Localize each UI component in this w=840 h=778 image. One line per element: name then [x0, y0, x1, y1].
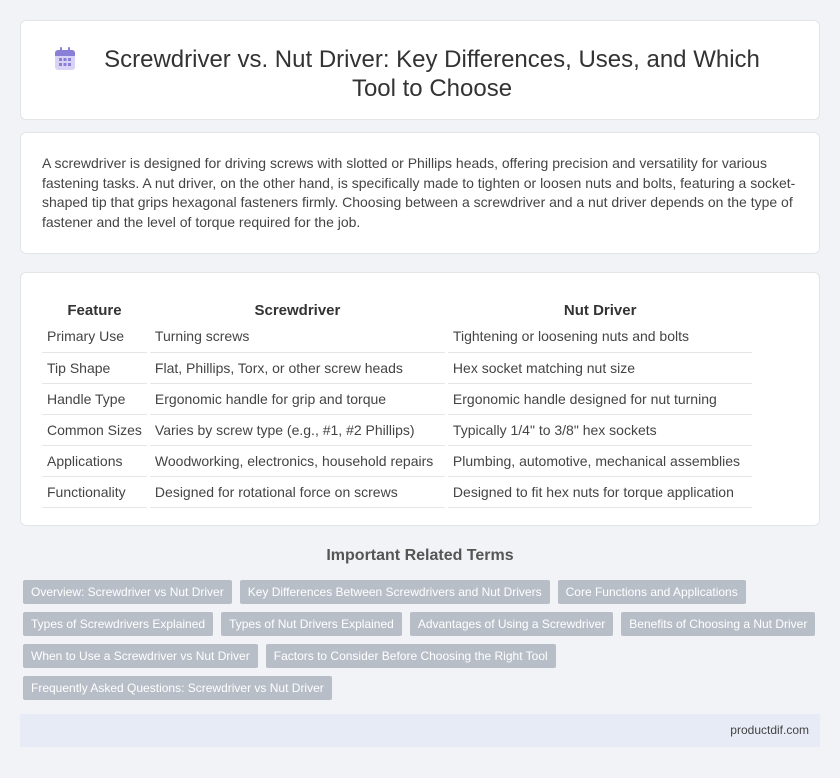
related-term-link[interactable]: Types of Nut Drivers Explained	[221, 612, 402, 636]
intro-card	[20, 132, 820, 254]
header-feature: Feature	[67, 302, 122, 319]
table-header-row	[42, 294, 752, 321]
table-row	[42, 414, 752, 445]
related-term-link[interactable]: Types of Screwdrivers Explained	[23, 612, 213, 636]
table-row	[42, 321, 752, 352]
related-term-link[interactable]: Frequently Asked Questions: Screwdriver vs Nut Driver	[23, 676, 332, 700]
tag-row	[23, 676, 823, 700]
related-terms-list	[23, 580, 823, 708]
feature-cell: Handle Type	[42, 383, 148, 414]
nut-driver-cell: Designed to fit hex nuts for torque application	[446, 476, 752, 507]
screwdriver-cell: Woodworking, electronics, household repairs	[148, 445, 446, 476]
related-term-link[interactable]: Advantages of Using a Screwdriver	[410, 612, 613, 636]
related-term-link[interactable]: Key Differences Between Screwdrivers and Nut Drivers	[240, 580, 550, 604]
intro-paragraph: A screwdriver is designed for driving screws with slotted or Phillips heads, offering precision and versatility for various fastening tasks. A nut driver, on the other hand, is specifically made to tighten or loosen nuts and bolts, featuring a socket-shaped tip that grips hexagonal fasteners firmly. Choosing between a screwdriver and a nut driver depends on the type of fastener and the level of torque required for the job.	[42, 155, 796, 230]
feature-cell: Tip Shape	[42, 352, 148, 383]
table-row	[42, 383, 752, 414]
title-card	[20, 20, 820, 120]
nut-driver-cell: Typically 1/4" to 3/8" hex sockets	[446, 414, 752, 445]
nut-driver-cell: Hex socket matching nut size	[446, 352, 752, 383]
screwdriver-cell: Designed for rotational force on screws	[148, 476, 446, 507]
footer-site-name: productdif.com	[730, 723, 809, 737]
related-term-link[interactable]: When to Use a Screwdriver vs Nut Driver	[23, 644, 258, 668]
tag-row	[23, 612, 823, 636]
comparison-table	[42, 294, 752, 508]
screwdriver-cell: Ergonomic handle for grip and torque	[148, 383, 446, 414]
table-row	[42, 476, 752, 507]
feature-cell: Common Sizes	[42, 414, 148, 445]
table-row	[42, 352, 752, 383]
nut-driver-cell: Ergonomic handle designed for nut turning	[446, 383, 752, 414]
related-term-link[interactable]: Overview: Screwdriver vs Nut Driver	[23, 580, 232, 604]
feature-cell: Functionality	[42, 476, 148, 507]
related-term-link[interactable]: Core Functions and Applications	[558, 580, 746, 604]
feature-cell: Applications	[42, 445, 148, 476]
table-row	[42, 445, 752, 476]
header-screwdriver: Screwdriver	[148, 294, 446, 321]
tag-row	[23, 644, 823, 668]
screwdriver-cell: Flat, Phillips, Torx, or other screw heads	[148, 352, 446, 383]
header-nut-driver: Nut Driver	[446, 294, 752, 321]
screwdriver-cell: Varies by screw type (e.g., #1, #2 Phillips)	[148, 414, 446, 445]
related-terms-heading: Important Related Terms	[326, 547, 514, 564]
nut-driver-cell: Tightening or loosening nuts and bolts	[446, 321, 752, 352]
page-title: Screwdriver vs. Nut Driver: Key Differences, Uses, and Which Tool to Choose	[104, 46, 760, 102]
nut-driver-cell: Plumbing, automotive, mechanical assemblies	[446, 445, 752, 476]
footer	[20, 714, 820, 747]
comparison-table-card	[20, 272, 820, 526]
feature-cell: Primary Use	[42, 321, 148, 352]
screwdriver-cell: Turning screws	[148, 321, 446, 352]
tag-row	[23, 580, 823, 604]
related-term-link[interactable]: Factors to Consider Before Choosing the Right Tool	[266, 644, 556, 668]
related-term-link[interactable]: Benefits of Choosing a Nut Driver	[621, 612, 815, 636]
